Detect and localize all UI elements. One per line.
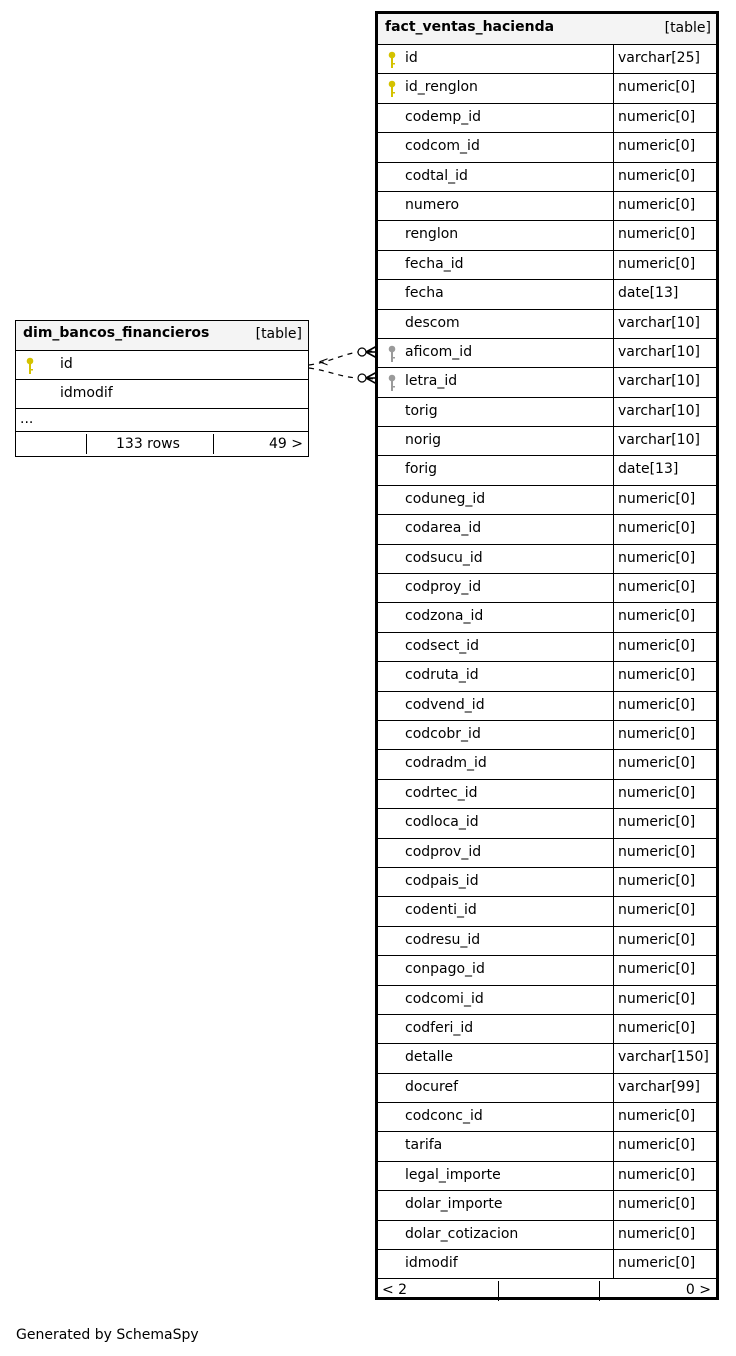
column-row[interactable] <box>378 927 716 956</box>
column-row[interactable] <box>378 221 716 250</box>
column-divider <box>613 574 614 602</box>
column-divider <box>613 1221 614 1249</box>
column-row[interactable] <box>378 398 716 427</box>
column-row[interactable] <box>378 809 716 838</box>
column-type: numeric[0] <box>618 108 696 125</box>
column-name: codvend_id <box>405 696 485 713</box>
column-divider <box>613 45 614 73</box>
column-divider <box>613 368 614 396</box>
column-divider <box>613 310 614 338</box>
column-row[interactable] <box>378 1132 716 1161</box>
column-divider <box>613 927 614 955</box>
column-divider <box>613 1044 614 1072</box>
more-columns-row <box>16 409 308 432</box>
column-divider <box>613 839 614 867</box>
column-type: numeric[0] <box>618 1019 696 1036</box>
primary-key-icon <box>25 357 35 375</box>
column-name: id <box>60 356 73 372</box>
column-row[interactable] <box>378 633 716 662</box>
column-name: letra_id <box>405 373 458 390</box>
column-row[interactable] <box>378 1103 716 1132</box>
column-name: aficom_id <box>405 343 473 360</box>
footer-divider <box>599 1281 600 1301</box>
column-name: renglon <box>405 226 459 243</box>
column-divider <box>613 868 614 896</box>
column-name: detalle <box>405 1049 453 1066</box>
footer-divider <box>498 1281 499 1301</box>
column-divider <box>613 780 614 808</box>
column-row[interactable] <box>378 427 716 456</box>
column-divider <box>613 1250 614 1278</box>
column-row[interactable] <box>378 750 716 779</box>
column-type: numeric[0] <box>618 725 696 742</box>
column-divider <box>613 721 614 749</box>
column-name: codferi_id <box>405 1019 474 1036</box>
column-name: codsucu_id <box>405 549 483 566</box>
zero-many-marker-letra <box>358 374 366 382</box>
column-type: numeric[0] <box>618 138 696 155</box>
column-row[interactable] <box>378 545 716 574</box>
column-name: codcom_id <box>405 138 480 155</box>
column-divider <box>613 280 614 308</box>
column-row[interactable] <box>378 280 716 309</box>
column-divider <box>613 809 614 837</box>
column-divider <box>613 456 614 484</box>
column-name: dolar_importe <box>405 1196 503 1213</box>
column-row[interactable] <box>378 133 716 162</box>
column-name: forig <box>405 461 438 478</box>
column-type: numeric[0] <box>618 931 696 948</box>
column-type: numeric[0] <box>618 1225 696 1242</box>
column-row[interactable] <box>16 380 308 409</box>
column-name: numero <box>405 196 460 213</box>
relationship-label: < <box>318 355 329 370</box>
column-name: codradm_id <box>405 755 487 772</box>
column-type: numeric[0] <box>618 843 696 860</box>
column-type: numeric[0] <box>618 226 696 243</box>
column-type: numeric[0] <box>618 961 696 978</box>
column-type: numeric[0] <box>618 990 696 1007</box>
column-row[interactable] <box>378 310 716 339</box>
column-type: numeric[0] <box>618 1196 696 1213</box>
column-type: numeric[0] <box>618 696 696 713</box>
footer-divider <box>213 434 214 454</box>
primary-key-icon <box>387 80 397 98</box>
column-type: numeric[0] <box>618 608 696 625</box>
column-name: codcobr_id <box>405 725 481 742</box>
column-type: varchar[10] <box>618 373 700 390</box>
column-divider <box>613 897 614 925</box>
column-row[interactable] <box>378 486 716 515</box>
column-row[interactable] <box>378 368 716 397</box>
column-divider <box>613 956 614 984</box>
column-divider <box>613 398 614 426</box>
column-name: codpais_id <box>405 872 479 889</box>
column-list <box>378 45 716 1279</box>
column-row[interactable] <box>378 1191 716 1220</box>
column-row[interactable] <box>378 1044 716 1073</box>
column-row[interactable] <box>378 780 716 809</box>
generated-by-label: Generated by SchemaSpy <box>16 1327 199 1343</box>
column-type: date[13] <box>618 461 679 478</box>
column-type: numeric[0] <box>618 637 696 654</box>
column-type: numeric[0] <box>618 167 696 184</box>
column-name: codprov_id <box>405 843 482 860</box>
column-divider <box>613 986 614 1014</box>
column-divider <box>613 251 614 279</box>
column-type: varchar[10] <box>618 432 700 449</box>
column-type: numeric[0] <box>618 872 696 889</box>
column-name: codruta_id <box>405 667 479 684</box>
column-name: codtal_id <box>405 167 468 184</box>
foreign-key-icon <box>387 374 397 392</box>
table-fact-ventas-hacienda[interactable] <box>375 11 719 1300</box>
column-divider <box>613 1074 614 1102</box>
column-row[interactable] <box>378 956 716 985</box>
column-type: numeric[0] <box>618 784 696 801</box>
column-row[interactable] <box>378 721 716 750</box>
column-type: numeric[0] <box>618 667 696 684</box>
column-row[interactable] <box>378 74 716 103</box>
column-divider <box>613 133 614 161</box>
column-name: codloca_id <box>405 814 479 831</box>
table-kind: [table] <box>255 326 302 342</box>
column-name: idmodif <box>405 1255 458 1272</box>
column-divider <box>613 603 614 631</box>
column-row[interactable] <box>378 192 716 221</box>
column-type: numeric[0] <box>618 520 696 537</box>
table-header <box>16 321 308 351</box>
column-type: varchar[25] <box>618 50 700 66</box>
column-type: numeric[0] <box>618 1108 696 1125</box>
column-name: dolar_cotizacion <box>405 1225 519 1242</box>
column-row[interactable] <box>378 1221 716 1250</box>
column-divider <box>613 1015 614 1043</box>
row-count: 133 rows <box>116 436 180 452</box>
footer-right: 0 > <box>685 1282 711 1299</box>
column-name: idmodif <box>60 385 113 401</box>
more-columns-indicator: ... <box>20 411 34 427</box>
footer-left: < 2 <box>382 1282 408 1299</box>
column-divider <box>613 692 614 720</box>
column-name: codemp_id <box>405 108 482 125</box>
column-type: varchar[10] <box>618 402 700 419</box>
column-type: numeric[0] <box>618 255 696 272</box>
column-row[interactable] <box>378 897 716 926</box>
column-type: numeric[0] <box>618 490 696 507</box>
column-divider <box>613 486 614 514</box>
column-name: id <box>405 50 418 66</box>
column-divider <box>613 662 614 690</box>
column-name: codsect_id <box>405 637 480 654</box>
column-name: codrtec_id <box>405 784 478 801</box>
column-divider <box>613 427 614 455</box>
column-name: legal_importe <box>405 1166 501 1183</box>
column-divider <box>613 1132 614 1160</box>
column-row[interactable] <box>378 515 716 544</box>
column-divider <box>613 515 614 543</box>
column-divider <box>613 221 614 249</box>
column-divider <box>613 74 614 102</box>
column-name: codarea_id <box>405 520 482 537</box>
column-divider <box>613 1162 614 1190</box>
column-divider <box>613 163 614 191</box>
table-name: fact_ventas_hacienda <box>385 19 555 35</box>
column-row[interactable] <box>378 1162 716 1191</box>
table-footer <box>16 432 308 456</box>
column-row[interactable] <box>378 1074 716 1103</box>
column-name: tarifa <box>405 1137 443 1154</box>
table-header <box>378 14 716 45</box>
table-footer <box>378 1279 716 1303</box>
column-name: coduneg_id <box>405 490 486 507</box>
zero-many-marker-aficom <box>358 348 366 356</box>
column-type: numeric[0] <box>618 1255 696 1272</box>
column-row[interactable] <box>378 251 716 280</box>
column-row[interactable] <box>378 1250 716 1279</box>
column-divider <box>613 339 614 367</box>
column-divider <box>613 750 614 778</box>
foreign-key-icon <box>387 345 397 363</box>
column-row[interactable] <box>378 339 716 368</box>
table-name: dim_bancos_financieros <box>23 325 210 341</box>
column-name: id_renglon <box>405 79 478 96</box>
column-name: norig <box>405 432 441 449</box>
column-row[interactable] <box>378 662 716 691</box>
column-name: codresu_id <box>405 931 481 948</box>
column-divider <box>613 192 614 220</box>
column-type: numeric[0] <box>618 902 696 919</box>
column-type: numeric[0] <box>618 755 696 772</box>
column-row[interactable] <box>378 104 716 133</box>
column-row[interactable] <box>378 163 716 192</box>
column-divider <box>613 545 614 573</box>
column-divider <box>613 1191 614 1219</box>
column-name: torig <box>405 402 438 419</box>
column-row[interactable] <box>378 692 716 721</box>
column-name: codenti_id <box>405 902 477 919</box>
column-divider <box>613 104 614 132</box>
column-name: conpago_id <box>405 961 485 978</box>
column-row[interactable] <box>378 574 716 603</box>
column-row[interactable] <box>378 1015 716 1044</box>
footer-right: 49 > <box>269 436 303 452</box>
column-name: codconc_id <box>405 1108 483 1125</box>
column-type: varchar[10] <box>618 314 700 331</box>
column-row[interactable] <box>378 45 716 74</box>
column-type: date[13] <box>618 285 679 302</box>
column-name: fecha_id <box>405 255 464 272</box>
column-divider <box>613 1103 614 1131</box>
column-name: codproy_id <box>405 579 482 596</box>
column-type: numeric[0] <box>618 1137 696 1154</box>
primary-key-icon <box>387 51 397 69</box>
column-row[interactable] <box>378 603 716 632</box>
column-name: descom <box>405 314 460 331</box>
column-name: docuref <box>405 1078 459 1095</box>
column-name: fecha <box>405 285 444 302</box>
column-row[interactable] <box>378 986 716 1015</box>
column-row[interactable] <box>378 839 716 868</box>
column-type: varchar[99] <box>618 1078 700 1095</box>
column-row[interactable] <box>378 456 716 485</box>
footer-divider <box>86 434 87 454</box>
column-type: numeric[0] <box>618 549 696 566</box>
column-name: codcomi_id <box>405 990 484 1007</box>
column-type: numeric[0] <box>618 79 696 96</box>
column-type: varchar[10] <box>618 343 700 360</box>
column-name: codzona_id <box>405 608 484 625</box>
table-kind: [table] <box>664 20 711 36</box>
column-type: numeric[0] <box>618 814 696 831</box>
column-type: numeric[0] <box>618 1166 696 1183</box>
table-dim-bancos-financieros[interactable] <box>15 320 309 457</box>
column-divider <box>613 633 614 661</box>
column-type: numeric[0] <box>618 579 696 596</box>
column-type: varchar[150] <box>618 1049 709 1066</box>
column-row[interactable] <box>16 351 308 380</box>
column-type: numeric[0] <box>618 196 696 213</box>
column-row[interactable] <box>378 868 716 897</box>
